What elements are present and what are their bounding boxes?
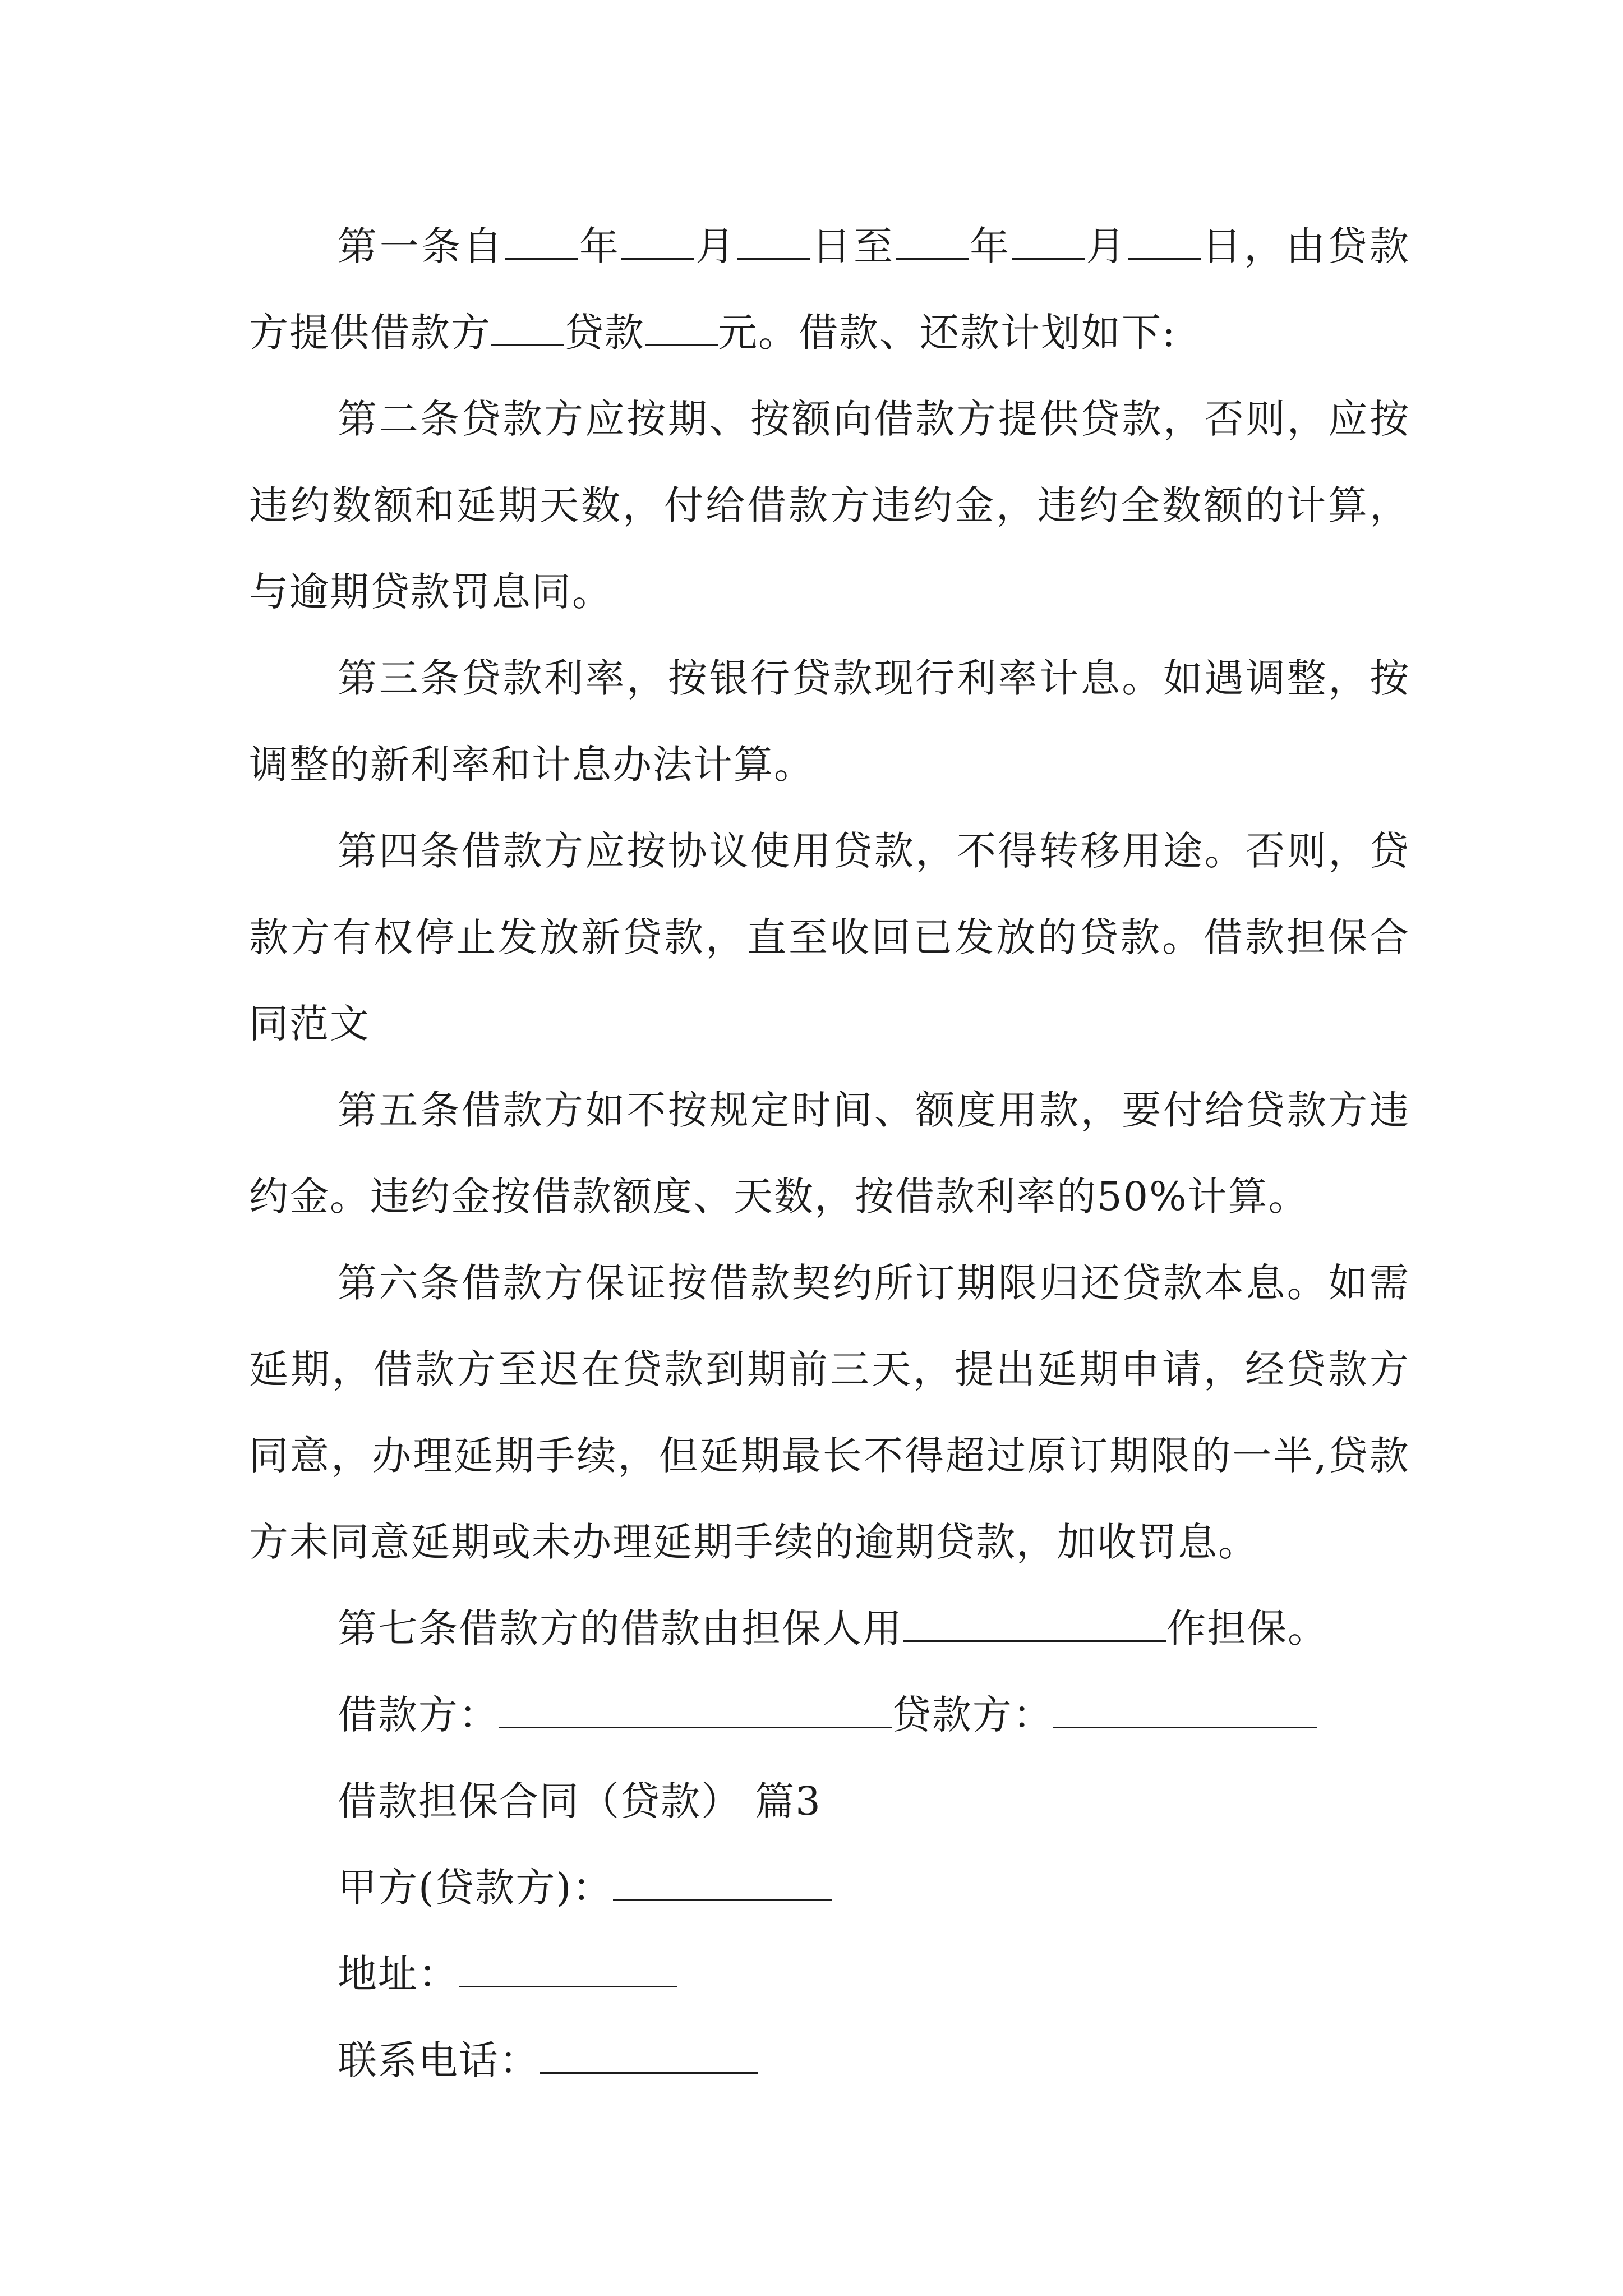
clause-1-day-2: 日， — [1201, 223, 1286, 269]
clause-1 — [249, 203, 1410, 376]
clause-1-yuan: 元。借款、还款计划如下: — [718, 310, 1177, 356]
blank-field — [1128, 226, 1201, 260]
blank-field — [737, 226, 810, 260]
guarantee-blank — [903, 1608, 1166, 1642]
clause-1-month: 月 — [694, 223, 737, 269]
address-line — [249, 1931, 1410, 2017]
contract-body — [249, 203, 1410, 2104]
clause-1-year: 年 — [578, 223, 621, 269]
clause-7-before: 第七条借款方的借款由担保人用 — [338, 1605, 903, 1651]
clause-1-day-to: 日至 — [810, 223, 896, 269]
blank-field — [491, 312, 564, 346]
clause-2: 第二条贷款方应按期、按额向借款方提供贷款，否则，应按违约数额和延期天数，付给借款方违约金，违约全数额的计算，与逾期贷款罚息同。 — [249, 396, 1410, 615]
phone-blank — [540, 2040, 758, 2074]
address-label: 地址： — [338, 1951, 459, 1997]
clause-1-loan: 贷款 — [564, 310, 645, 356]
blank-field — [645, 312, 718, 346]
clause-1-month-2: 月 — [1084, 223, 1128, 269]
clause-7 — [249, 1585, 1410, 1672]
clause-1-year-2: 年 — [968, 223, 1012, 269]
section-title: 借款担保合同（贷款） 篇3 — [338, 1778, 822, 1824]
lender-label: 贷款方： — [892, 1692, 1053, 1738]
phone-line — [249, 2017, 1410, 2104]
borrower-blank — [499, 1694, 892, 1728]
clause-7-after: 作担保。 — [1166, 1605, 1328, 1651]
party-a-label: 甲方(贷款方)： — [338, 1865, 613, 1911]
signature-line — [249, 1672, 1410, 1758]
party-a-line — [249, 1844, 1410, 1931]
clause-3: 第三条贷款利率，按银行贷款现行利率计息。如遇调整，按调整的新利率和计息办法计算。 — [249, 655, 1410, 788]
blank-field — [621, 226, 694, 260]
blank-field — [896, 226, 969, 260]
blank-field — [1012, 226, 1085, 260]
clause-4: 第四条借款方应按协议使用贷款，不得转移用途。否则，贷款方有权停止发放新贷款，直至收回已发放的贷款。借款担保合同范文 — [249, 828, 1410, 1047]
clause-1-intro: 第一条自 — [338, 223, 505, 269]
clause-6: 第六条借款方保证按借款契约所订期限归还贷款本息。如需延期，借款方至迟在贷款到期前三天，提出延期申请，经贷款方同意，办理延期手续，但延期最长不得超过原订期限的一半,贷款方未同意延期或未办理延期手续的逾期贷款，加收罚息。 — [249, 1260, 1410, 1565]
party-a-blank — [613, 1867, 832, 1901]
phone-label: 联系电话： — [338, 2037, 540, 2083]
clause-1-part-b: 由贷款方提供借款方 — [249, 223, 1410, 356]
address-blank — [459, 1953, 677, 1987]
clause-5: 第五条借款方如不按规定时间、额度用款，要付给贷款方违约金。违约金按借款额度、天数，按借款利率的50%计算。 — [249, 1087, 1410, 1220]
lender-blank — [1053, 1694, 1317, 1728]
blank-field — [505, 226, 578, 260]
borrower-label: 借款方： — [338, 1692, 499, 1738]
